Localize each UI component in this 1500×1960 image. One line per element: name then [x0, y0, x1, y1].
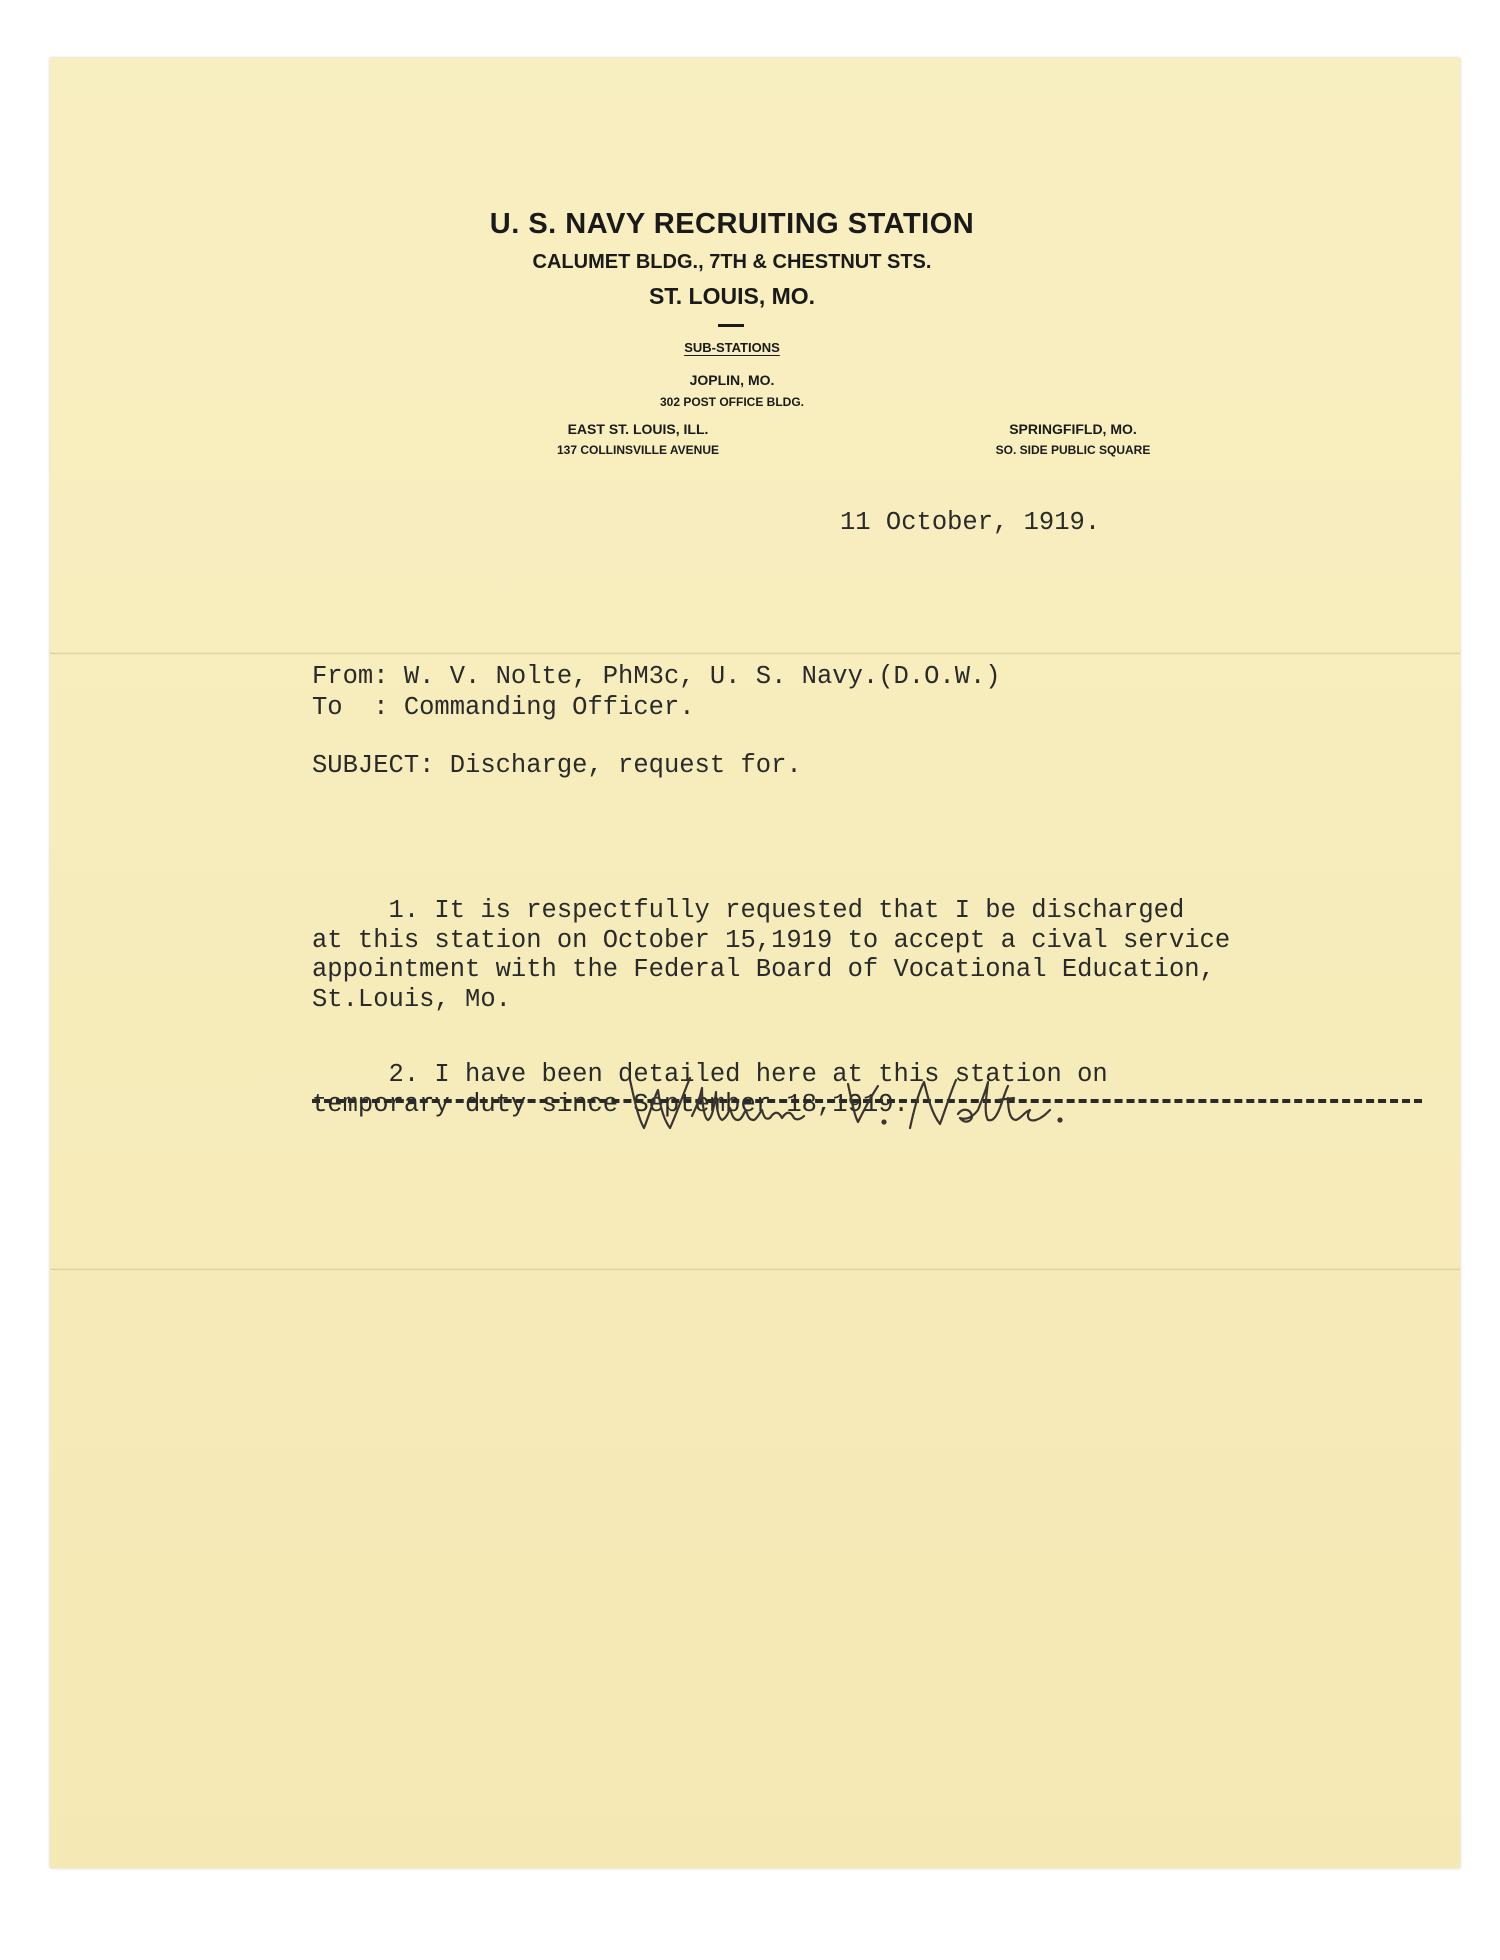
- paragraph-1-line: at this station on October 15,1919 to accept a cival service: [312, 925, 1231, 955]
- paragraph-1-line: St.Louis, Mo.: [312, 984, 511, 1014]
- letterhead-address: CALUMET BLDG., 7TH & CHESTNUT STS.: [532, 251, 932, 273]
- substation-joplin-name: JOPLIN, MO.: [689, 372, 775, 388]
- letter-paper: [50, 58, 1460, 1868]
- paragraph-2-line: 2. I have been detailed here at this station on: [312, 1060, 1108, 1089]
- letterhead-divider: [718, 324, 744, 327]
- paragraph-2-line: temporary duty since September 18,1919.: [312, 1089, 909, 1119]
- paper-fold-lower: [50, 1268, 1460, 1271]
- paragraph-1-line: appointment with the Federal Board of Vocational Education,: [312, 955, 1215, 984]
- substation-east-st-louis-address: 137 COLLINSVILLE AVENUE: [556, 443, 720, 457]
- letterhead-city: ST. LOUIS, MO.: [648, 283, 816, 309]
- to-line: To : Commanding Officer.: [312, 693, 695, 722]
- from-line: From: W. V. Nolte, PhM3c, U. S. Navy.(D.O.W.): [312, 662, 1001, 691]
- letterhead-title: U. S. NAVY RECRUITING STATION: [489, 208, 975, 240]
- substation-east-st-louis-name: EAST ST. LOUIS, ILL.: [567, 421, 709, 437]
- substations-label: SUB-STATIONS: [684, 340, 780, 355]
- paragraph-1-line: 1. It is respectfully requested that I be discharged: [312, 896, 1185, 925]
- handwritten-signature: [610, 1058, 1070, 1148]
- subject-line: SUBJECT: Discharge, request for.: [312, 751, 802, 780]
- substation-springfield-address: SO. SIDE PUBLIC SQUARE: [995, 443, 1151, 457]
- paragraph-1: [312, 837, 1231, 1014]
- paper-fold-upper: [50, 652, 1460, 655]
- substation-springfield-name: SPRINGFIFLD, MO.: [1009, 421, 1137, 437]
- substation-joplin-address: 302 POST OFFICE BLDG.: [659, 395, 805, 409]
- letter-date: 11 October, 1919.: [840, 508, 1101, 537]
